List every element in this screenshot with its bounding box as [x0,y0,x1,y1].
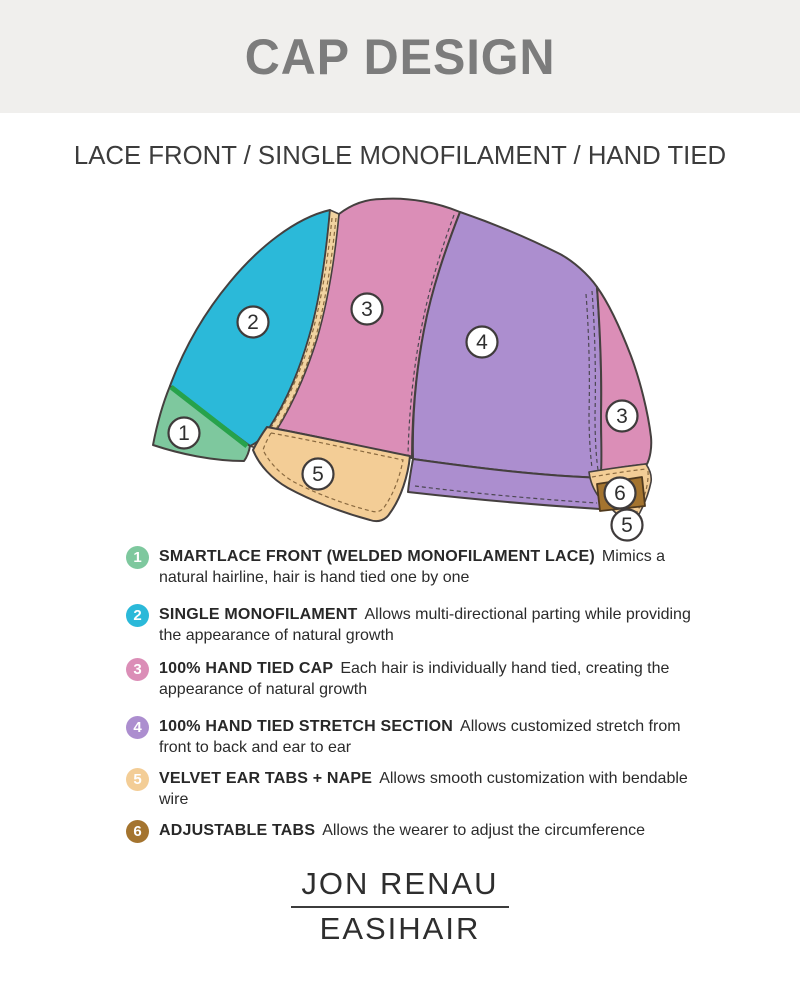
legend-item-desc: Each hair is individually hand tied, creating the appearance of natural growth [159,660,670,698]
legend-item-desc: Allows smooth customization with bendable wire [159,770,688,808]
brand-jon-renau: JON RENAU [301,866,499,901]
marker-6 [605,478,636,509]
legend-item-desc: Allows the wearer to adjust the circumference [322,822,645,839]
marker-5-nape [612,510,643,541]
brand-logo [0,866,800,947]
cap-diagram [100,190,700,550]
marker-5-ear-tab [303,459,334,490]
marker-4 [467,327,498,358]
page-title: CAP DESIGN [244,28,556,85]
legend-item-text [159,820,711,841]
brand-divider [291,906,509,908]
legend-item-label: 100% HAND TIED STRETCH SECTION [159,718,454,735]
cap-subtitle: LACE FRONT / SINGLE MONOFILAMENT / HAND TIED [73,140,727,170]
svg-text:4: 4 [476,331,488,354]
svg-text:1: 1 [178,422,190,445]
legend-item-single-monofilament [126,604,711,646]
legend-item-desc: Allows customized stretch from front to back and ear to ear [159,718,681,756]
svg-text:2: 2 [247,311,259,334]
legend-bullet-2: 2 [126,604,149,627]
region-hand-tied-cap-back [597,287,651,471]
legend-item-label: SMARTLACE FRONT (WELDED MONOFILAMENT LACE) [159,548,595,565]
marker-1 [169,418,200,449]
legend-item-text [159,546,711,588]
legend-item-desc: Allows multi-directional parting while providing the appearance of natural growth [159,606,691,644]
legend-item-label: SINGLE MONOFILAMENT [159,606,358,623]
legend-item-label: ADJUSTABLE TABS [159,822,316,839]
legend-bullet-6: 6 [126,820,149,843]
header-band [0,0,800,113]
legend-item-text [159,768,711,810]
legend-item-stretch-section [126,716,711,758]
legend-bullet-5: 5 [126,768,149,791]
svg-text:5: 5 [312,463,324,486]
svg-text:5: 5 [621,514,633,537]
legend-item-text [159,604,711,646]
marker-3-back [607,401,638,432]
svg-text:6: 6 [614,482,626,505]
svg-text:3: 3 [361,298,373,321]
legend-bullet-3: 3 [126,658,149,681]
legend-item-label: 100% HAND TIED CAP [159,660,334,677]
svg-text:3: 3 [616,405,628,428]
legend-item-text [159,716,711,758]
legend-item-velvet-ear-tabs [126,768,711,810]
legend-item-text [159,658,711,700]
legend-item-desc: Mimics a natural hairline, hair is hand tied one by one [159,548,666,586]
marker-2 [238,307,269,338]
legend-bullet-1: 1 [126,546,149,569]
marker-3-front [352,294,383,325]
legend-item-hand-tied-cap [126,658,711,700]
legend-item-label: VELVET EAR TABS + NAPE [159,770,373,787]
legend-item-smartlace-front [126,546,711,588]
brand-easihair: EASIHAIR [319,911,481,946]
legend-item-adjustable-tabs [126,820,711,843]
legend-bullet-4: 4 [126,716,149,739]
